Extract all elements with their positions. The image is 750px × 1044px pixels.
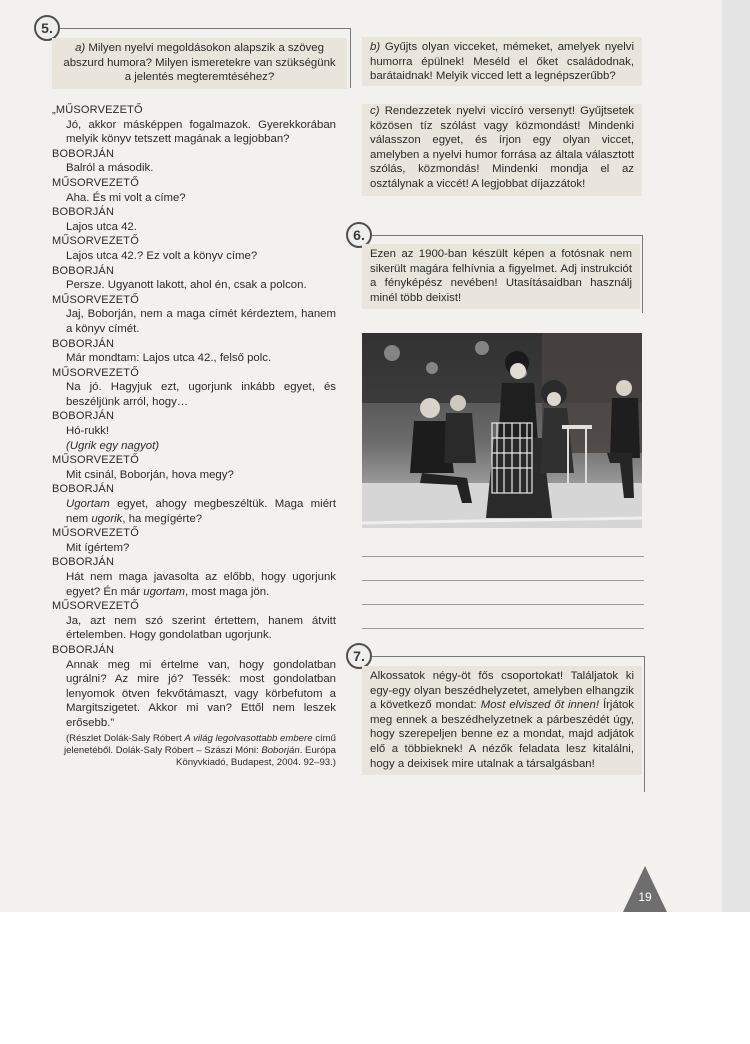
text-part: Írjátok meg ennek a beszédhelyzetnek a párbeszédét úgy, hogy szerepeljen benne ez a mondat, majd adjátok elő a többieknek! A nézők feladata lesz kitalálni, hogy a deixisek mire utalnak a társalgásban! xyxy=(370,699,634,770)
text-part: Alkossatok négy-öt fős csoportokat! Találjatok ki egy-egy olyan beszédhelyzetet, amelyben elhangzik a következő mondat: xyxy=(370,670,634,712)
task-6-vrule xyxy=(642,235,643,313)
task-number-5: 5. xyxy=(34,15,60,41)
task-letter: a) xyxy=(75,42,86,54)
speaker-name: MŰSORVEZETŐ xyxy=(52,176,139,189)
text-part: c) xyxy=(370,105,380,117)
dialogue-line: Mit ígértem? xyxy=(66,541,130,554)
dialogue-line: Jó, akkor másképpen fogalmazok. Gyerekkorában melyik könyv tetszett magának a legjobban? xyxy=(66,118,336,146)
dialogue-line: Ja, azt nem szó szerint értettem, hanem átvitt értelemben. Hogy gondolatban ugorjunk. xyxy=(66,614,336,642)
speaker-name: MŰSORVEZETŐ xyxy=(52,366,139,379)
task-7-text xyxy=(370,669,634,771)
task-6-rule xyxy=(372,235,642,236)
dialogue-line: Jaj, Boborján, nem a maga címét kérdeztem, hanem a könyv címét. xyxy=(66,308,336,335)
task-number-6: 6. xyxy=(346,222,372,248)
task-number-7: 7. xyxy=(346,643,372,669)
dialogue-line: Balról a második. xyxy=(66,162,154,175)
speaker-name: „MŰSORVEZETŐ xyxy=(52,104,143,116)
dialogue-line: Annak meg mi értelme van, hogy gondolatban ugrálni? Az mire jó? Tessék: most gondolatban lenyomok ötven fekvőtámaszt, vagy körbefutom a Margitszigetet. Akkor mi van? Ettől nem leszek erősebb.” xyxy=(66,658,336,729)
historical-group-photo xyxy=(362,333,642,528)
page-triangle-icon xyxy=(623,866,667,912)
scan-margin xyxy=(0,912,750,1044)
answer-line xyxy=(362,604,644,605)
dialogue-line-part: ugorik xyxy=(91,512,123,525)
speaker-name: MŰSORVEZETŐ xyxy=(52,527,139,540)
task-7-rule xyxy=(372,656,644,657)
dialogue-line: Hó-rukk! xyxy=(66,425,110,438)
dialogue-line xyxy=(52,570,336,599)
page-edge xyxy=(722,0,750,912)
photo-illustration xyxy=(362,333,642,528)
dialogue-line xyxy=(52,439,336,454)
dialogue-line: Mit csinál, Boborján, hova megy? xyxy=(66,468,234,481)
task-text: Milyen nyelvi megoldásokon alapszik a szöveg abszurd humora? Milyen ismeretekre van szükségünk a jelentés megteremtéséhez? xyxy=(63,42,336,84)
dialogue-line xyxy=(52,497,336,526)
stage-direction: (Ugrik egy nagyot) xyxy=(66,439,160,452)
task-5b-text xyxy=(370,40,634,84)
task-5-vrule xyxy=(350,28,351,88)
dialogue-excerpt xyxy=(52,103,336,770)
speaker-name: BOBORJÁN xyxy=(52,643,115,656)
task-5a-text xyxy=(60,41,339,85)
answer-line xyxy=(362,628,644,629)
task-5-rule xyxy=(60,28,350,29)
dialogue-line-part: egyet, ahogy megbeszéltük. Maga miért nem xyxy=(66,498,336,525)
text-part: Most elviszed őt innen! xyxy=(480,699,599,712)
dialogue-line: Persze. Ugyanott lakott, ahol én, csak a polcon. xyxy=(66,279,307,292)
reference-part: A világ legolvasottabb embere xyxy=(184,732,313,744)
text-part: b) xyxy=(370,41,381,53)
task-7-box xyxy=(362,666,642,775)
task-6-box xyxy=(362,244,640,309)
speaker-name: BOBORJÁN xyxy=(52,410,115,423)
task-5c-box xyxy=(362,104,642,196)
reference-part: Boborján xyxy=(261,744,300,756)
reference-part: . Európa Könyvkiadó, Budapest, 2004. 92–93.) xyxy=(175,744,336,769)
speaker-name: MŰSORVEZETŐ xyxy=(52,454,139,467)
dialogue-line: Na jó. Hagyjuk ezt, ugorjunk inkább egyet, és beszéljünk arról, hogy… xyxy=(66,381,336,408)
speaker-name: MŰSORVEZETŐ xyxy=(52,235,139,248)
dialogue-line: Lajos utca 42.? Ez volt a könyv címe? xyxy=(66,249,258,262)
speaker-name: BOBORJÁN xyxy=(52,147,115,160)
task-5b-box xyxy=(362,37,642,86)
reference-part: című jelenetéből. Dolák-Saly Róbert – Szászi Móni: xyxy=(64,732,336,756)
dialogue-line-part: Hát nem maga javasolta az előbb, hogy ugorjunk egyet? Én már xyxy=(66,571,336,598)
answer-line xyxy=(362,556,644,557)
page-number-badge xyxy=(623,866,667,912)
speaker-name: BOBORJÁN xyxy=(52,206,115,219)
task-7-vrule xyxy=(644,656,645,792)
dialogue-line-part: ugortam xyxy=(143,585,186,598)
speaker-name: BOBORJÁN xyxy=(52,556,115,569)
source-reference xyxy=(52,733,336,770)
answer-line xyxy=(362,580,644,581)
dialogue-line-part: , ha megígérte? xyxy=(122,512,203,525)
speaker-name: MŰSORVEZETŐ xyxy=(52,293,139,306)
dialogue-line-part: , most maga jön. xyxy=(185,585,270,598)
dialogue-line: Aha. És mi volt a címe? xyxy=(66,191,186,204)
dialogue-line-part: Ugortam xyxy=(66,498,110,511)
speaker-name: BOBORJÁN xyxy=(52,337,115,350)
dialogue-line: Már mondtam: Lajos utca 42., felső polc. xyxy=(66,352,272,365)
speaker-name: BOBORJÁN xyxy=(52,264,115,277)
dialogue-line: Lajos utca 42. xyxy=(66,220,137,233)
text-part: Gyűjts olyan vicceket, mémeket, amelyek nyelvi humorra épülnek! Meséld el őket családodnak, barátaidnak! Melyik vicced lett a legnépszerűbb? xyxy=(370,41,634,83)
task-6-text: Ezen az 1900-ban készült képen a fotósnak nem sikerült magára felhívnia a figyelmet. Adj instrukciót a fényképész nevében! Utasításaidban használj minél több deixist! xyxy=(370,248,632,304)
speaker-name: MŰSORVEZETŐ xyxy=(52,600,139,613)
page-number: 19 xyxy=(638,890,652,904)
task-5c-text xyxy=(370,104,634,192)
speaker-name: BOBORJÁN xyxy=(52,483,115,496)
reference-part: (Részlet Dolák-Saly Róbert xyxy=(65,732,185,744)
task-5a-box xyxy=(52,38,347,89)
text-part: Rendezzetek nyelvi viccíró versenyt! Gyűjtsetek közösen tíz szólást vagy közmondást! Mindenki válasszon egyet, és írjon egy olyan viccet, amelyben a nyelvi humor forrása az általa választott szólás, közmondás! Mindenki mondja el az osztálynak a viccét! A legjobbat díjazzátok! xyxy=(370,105,634,190)
